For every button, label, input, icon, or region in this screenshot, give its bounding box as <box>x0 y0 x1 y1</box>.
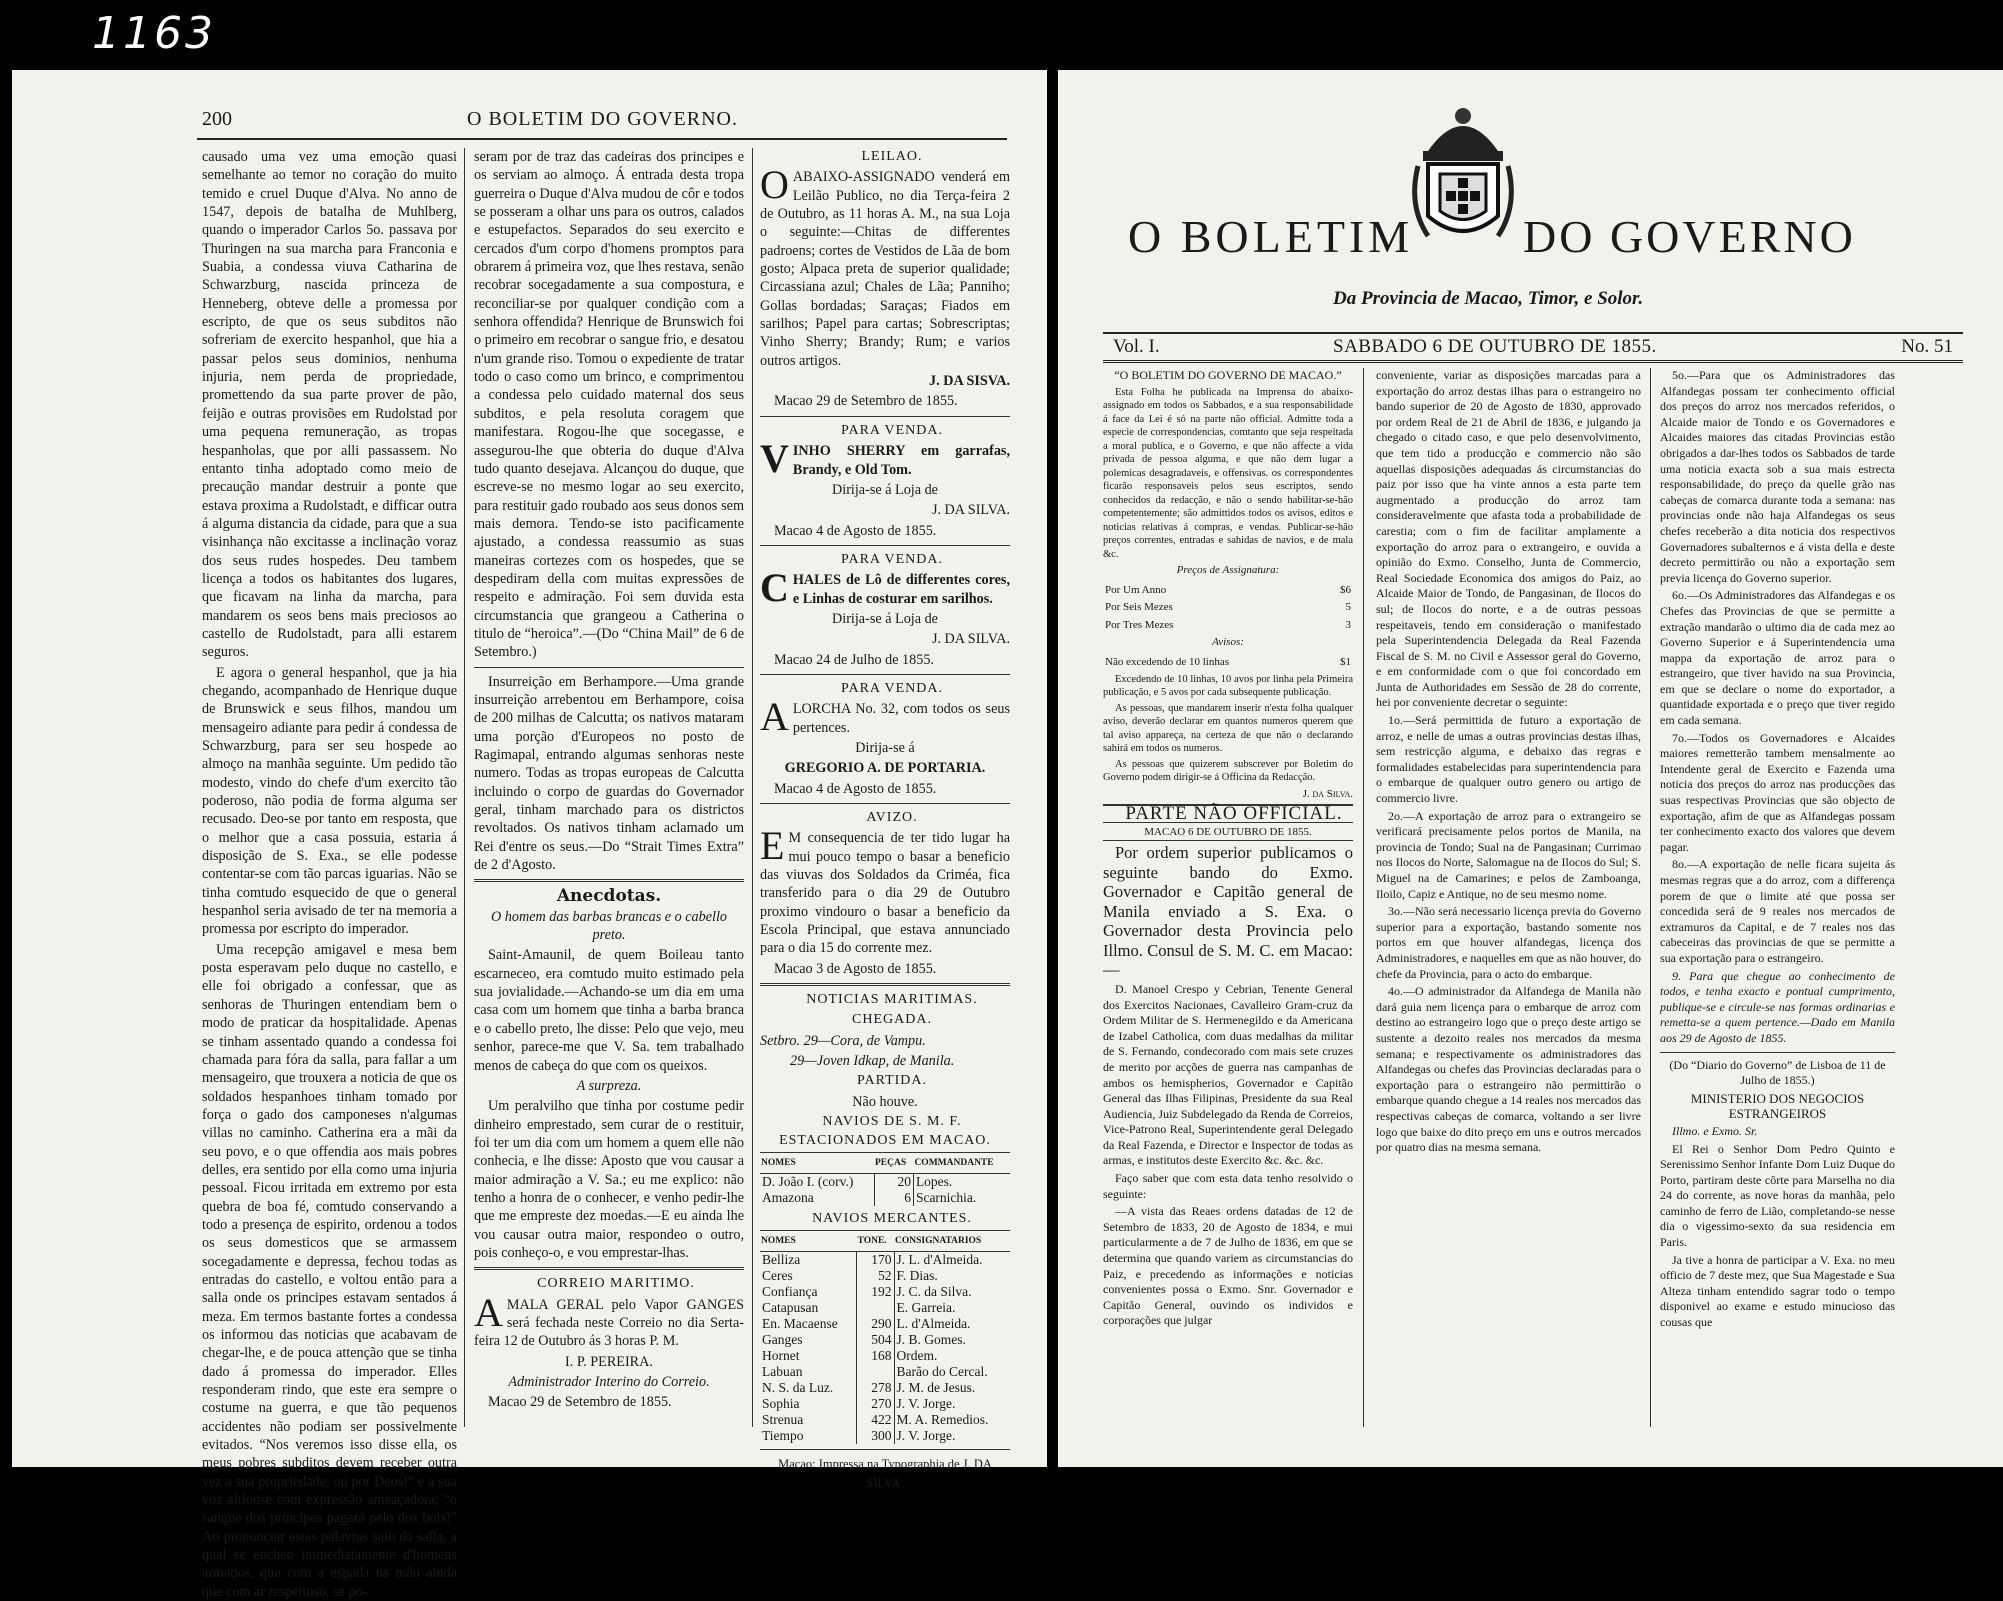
column-rule <box>1650 368 1651 1427</box>
venda-dirija: Dirija-se á Loja de <box>832 481 938 498</box>
masthead-subtitle: Da Provincia de Macao, Timor, e Solor. <box>1333 288 1644 309</box>
table-header: COMMANDANTE <box>913 1152 1010 1173</box>
frame-number: 1163 <box>92 8 216 59</box>
left-column-3 <box>760 148 1010 1490</box>
avisos-table <box>1103 653 1353 673</box>
partida-value: Não houve. <box>852 1093 918 1110</box>
ship-name: Labuan <box>762 1364 803 1380</box>
ship-tonnage: 290 <box>857 1316 894 1332</box>
table-row <box>760 1173 1010 1190</box>
table-header: CONSIGNATARIOS <box>894 1231 1010 1252</box>
royal-coat-of-arms-icon <box>1408 96 1518 256</box>
price-value: $1 <box>1340 656 1351 669</box>
section-rule <box>760 983 1010 986</box>
right-column-2 <box>1376 368 1641 1427</box>
ship-name: Amazona <box>762 1189 814 1205</box>
drop-cap: V <box>760 436 789 482</box>
table-row <box>760 1364 1010 1380</box>
notice-text: As pessoas, que mandarem inserir n'esta folha qualquer aviso, deverão declarar em quantos numeros querem que tal aviso appareça, na certeza de que não o declarando sahirá em todos os numeros. <box>1103 702 1353 755</box>
notice-signer: J. da Silva. <box>1302 787 1353 800</box>
leilao-date: Macao 29 de Setembro de 1855. <box>774 393 958 410</box>
correio-signer: I. P. PEREIRA. <box>565 1353 653 1370</box>
ship-guns: 6 <box>874 1190 913 1206</box>
ship-name: Sophia <box>762 1396 800 1412</box>
correio-heading: CORREIO MARITIMO. <box>537 1276 695 1292</box>
arrival-line: Setbro. 29—Cora, de Vampu. <box>760 1032 926 1049</box>
section-rule <box>760 803 1010 804</box>
correio-date: Macao 29 de Setembro de 1855. <box>488 1394 672 1411</box>
price-value: 5 <box>1345 601 1351 614</box>
table-row <box>760 1380 1010 1396</box>
ship-tonnage <box>857 1300 894 1316</box>
ship-consignee: J. L. d'Almeida. <box>896 1252 983 1268</box>
prices-heading: Preços de Assignatura: <box>1176 564 1280 577</box>
ship-name: Tiempo <box>762 1428 804 1444</box>
section-rule <box>474 667 744 668</box>
section-rule <box>474 879 744 882</box>
masthead <box>1058 70 2003 370</box>
ship-tonnage: 504 <box>857 1332 894 1348</box>
leilao-text: ABAIXO-ASSIGNADO venderá em Leilão Publico, no dia Terça-feira 2 de Outubro, as 11 horas A. M., na sua Loja o seguinte:—Chitas de differentes padroens; cortes de Vestidos de Lãa de bom gosto; Alpaca preta de superior qualidade; Circassiana azul; Chales de Lãa; Panniho; Gollas bordadas; Saraças; Fiados em sarilhos; Papel para cartas; Sobrescriptas; Vinho Sherry; Brandy; Rum; e varios outros artigos. <box>760 169 1010 369</box>
ship-consignee: F. Dias. <box>896 1268 938 1284</box>
anecdotas-heading: Anecdotas. <box>556 886 662 907</box>
article-paragraph: 1o.—Será permittida de futuro a exportação de arroz, e nelle de umas a outras provincias destas ilhas, sem restricção alguma, e debaixo das regras e formalidades estabelecidas para superintendencia para o embarque de qualquer outro genero ou artigo de commercio livre. <box>1376 713 1641 806</box>
section-rule <box>760 545 1010 546</box>
boletim-notice-text: Esta Folha he publicada na Imprensa do abaixo-assignado em todos os Sabbados, e a sua responsabilidade á face da Lei é só na parte não official. Admitte toda a especie de correspondencias, comtanto que seja respeitada a moral publica, e o Governo, e que não affecte a vida privada de pessoa alguma, e que não dem lugar a polemicas desagradaveis, e offensivas. os correspondentes ficarão responsaveis pelos seus escriptos, sendo conhecidos da redacção, e não o sendo habilitar-se-hão competentemente; são admittidos todos os avisos, editos e noticias relativas á compras, e vendas. Publicar-se-hão preços correntes, entradas e sahidas de navios, e de mala &c. <box>1103 386 1353 560</box>
price-label: Por Tres Mezes <box>1105 618 1174 631</box>
ship-consignee: J. C. da Silva. <box>896 1284 972 1300</box>
venda-text: INHO SHERRY em garrafas, Brandy, e Old Tom. <box>792 443 1010 478</box>
ship-consignee: J. V. Jorge. <box>896 1428 956 1444</box>
ship-name: Ceres <box>762 1268 793 1284</box>
ship-consignee: L. d'Almeida. <box>896 1316 971 1332</box>
column-rule <box>752 148 753 1427</box>
header-rule <box>197 138 1007 140</box>
source-note: (Do “Diario do Governo” de Lisboa de 11 de Julho de 1855.) <box>1669 1057 1886 1088</box>
arrival-line: 29—Joven Idkap, de Manila. <box>790 1053 955 1070</box>
article-paragraph: 2o.—A exportação de arroz para o extrangeiro se verificará precisamente pelos portos de Manila, na provincia de Tondo; Sual na de Pangasinan; Currimao nos Ilocos do Norte, Salomague na de Ilocos do Sul; S. Miguel na de Camarines; e pelos de Zamboanga, Iloilo, Capiz e Antique, no de seu mesmo nome. <box>1376 808 1641 901</box>
ship-name: D. João I. (corv.) <box>762 1173 854 1189</box>
ship-name: Strenua <box>762 1412 804 1428</box>
table-row <box>1105 655 1351 671</box>
table-row <box>760 1268 1010 1284</box>
page-number: 200 <box>202 108 232 130</box>
drop-cap: A <box>760 694 789 740</box>
article-paragraph: 4o.—O administrador da Alfandega de Manila não dará guia nem licença para o embarque de arroz com destino ao estrangeiro logo que o preço deste artigo se sustente a dezoito reales nos mercados da mesma semana; e respectivamente os administradores das Alfandegas ou chefes das Provincias declaradas para o exportação para o estrangeiro não permittirão o embarque quando chegue a 14 reales nos mercados das respectivas cabeças de comarca, voltando a ser livre logo que baixe do dito preço em uns e outros mercados por quatro dias na mesma semana. <box>1376 984 1641 1155</box>
article-paragraph: 9. Para que chegue ao conhecimento de todos, e tenha exacto e pontual cumprimento, publique-se e circule-se nas formas ordinarias e remetta-se a quem pertence.—Dado em Manila aos 29 de Agosto de 1855. <box>1660 968 1895 1045</box>
vista-paragraph: —A vista das Reaes ordens datadas de 12 de Setembro de 1833, 20 de Agosto de 1834, e mui particularmente a de 7 de Julho de 1836, em que se determina que quando variem as circumstancias do Paiz, e precedendo as informações e noticias convenientes possa o Exmo. Snr. Governador e Capitão General, ouvindo os individos e corporações que julgar <box>1103 1204 1353 1328</box>
article-paragraph: 8o.—A exportação de nelle ficara sujeita ás mesmas regras que a do arroz, com a differença porem de que o limite até que possa ser concedida será de 9 reales nos mercados de extramuros da Capital, e de 7 reales nos das cabeceiras das provincias de que se permitte a sua exportação para o estrangeiro. <box>1660 857 1895 965</box>
column-rule <box>464 148 465 1427</box>
ship-guns: 20 <box>874 1173 913 1190</box>
anecdote-title: O homem das barbas brancas e o cabello preto. <box>490 908 728 944</box>
article-paragraph: 3o.—Não será necessario licença previa do Governo superior para a exportação, bastando somente nos portos em que houver alfandegas, licença dos Administradores, e naquelles em que as não houver, do chefe da Provincia, para o acto do embarque. <box>1376 904 1641 981</box>
ship-consignee: E. Garreiа. <box>896 1300 956 1316</box>
ship-name: En. Macaense <box>762 1316 838 1332</box>
masthead-title-left: O BOLETIM <box>1128 211 1414 262</box>
price-label: Não excedendo de 10 linhas <box>1105 656 1230 669</box>
price-label: Por Seis Mezes <box>1105 601 1173 614</box>
table-row <box>760 1190 1010 1206</box>
issue-number: No. 51 <box>1901 336 1953 357</box>
noticias-heading: NOTICIAS MARITIMAS. <box>806 992 978 1008</box>
venda-heading: PARA VENDA. <box>840 422 944 438</box>
drop-cap: E <box>760 823 785 869</box>
article-paragraph: causado uma vez uma emoção quasi semelhante ao temor no coração do muito temido e cruel Duque d'Alva. No anno de 1547, depois de batalha de Muhlberg, quando o imperador Carlos 5o. passava por Thuringen na sua marcha para Franconia e Suabia, a condessa viuva Catharina de Schwarzburg, nascida princeza de Henneberg, obteve delle a promessa por escripto, de que os seus subditos não sofreriam de exercito hespanhol, que hia a passar pelos seus dominios, nenhuma injuria, nem perda de propriedade, promettendo da sua parte prover de pão, feijão e outras provisões em Rudolstad por uma pequena remuneração, as tropas hespanholas, que por alli passassem. No entanto tinha adoptado como meio de precaução mandar destruir a ponte que estava proxima a Rudolstadt, e difficar outra á alguma distancia da cidade, para que a sua visinhança não excitasse a inclinação vorаz dos seus rudes hospedes. Deu tambem licença a todos os habitantes dos lugares, que ficavam na linha da marcha, para mandarem os seos bens mais preciosos ao castello de Rudolstadt, para alli estarem seguros. <box>202 149 457 661</box>
imprint: Macao: Impressa na Typographia de J. DA SILVA. <box>778 1457 992 1490</box>
ship-consignee: J. B. Gomes. <box>896 1332 966 1348</box>
ship-tonnage: 422 <box>857 1412 894 1428</box>
right-column-3 <box>1660 368 1895 1427</box>
anecdote-text: Saint-Amaunil, de quem Boileau tanto escarneceo, era comtudo muito estimado pela sua jovialidade.—Achando-se um dia em uma casa com um homem que tinha a barba branca e o cabello preto, lhe disse: Pelo que vejo, meu senhor, parece-me que V. Sa. tem trabalhado menos de cabeça do que com os queixos. <box>474 947 744 1074</box>
anecdote-title: A surpreza. <box>576 1077 642 1094</box>
table-header: PEÇAS <box>874 1152 913 1173</box>
column-rule <box>1363 368 1364 1427</box>
table-row <box>1105 583 1351 599</box>
navios-smf-heading: NAVIOS DE S. M. F. ESTACIONADOS EM MACAO. <box>779 1114 991 1148</box>
ship-name: Confiança <box>762 1284 818 1300</box>
ship-consignee: M. A. Remedios. <box>896 1412 989 1428</box>
drop-cap: A <box>474 1289 503 1335</box>
table-row <box>760 1332 1010 1348</box>
venda-date: Macao 4 de Agosto de 1855. <box>774 780 937 797</box>
bando-paragraph: D. Manoel Crespo y Cebrian, Tenente General dos Exercitos Nacionaes, Cavalleiro Gram-cruz da Ordem Militar de S. Hermenegildo e da Americana de Izabel Catholica, com duas medalhas da militar de S. Fernando, condecorado com mais sete cruzes de merito por acções de guerra nas campanhas de ambos os hemispherios, Governador e Capitão General das Ilhas Filipinas, Presidente da sua Real Audiencia, Juiz Subdelegado da Renda de Correios, Vice-Patrono Real, Superintendente geral Delegado da Real Fazenda, e Director e Inspector de todas as armas, e institutos deste Exercito &c. &c. &c. <box>1103 981 1353 1168</box>
venda-text: HALES de Lô de differentes cores, e Linhas de costurar em sarilhos. <box>792 572 1010 607</box>
ship-name: Ganges <box>762 1332 803 1348</box>
article-paragraph: Ja tive a honra de participar a V. Exa. no meu officio de 7 deste mez, que Sua Magestade e Sua Alteza tinham entendido sagrar todo o tempo disponivel ao exame e estudo minucioso das cousas que <box>1660 1252 1895 1330</box>
volume: Vol. I. <box>1113 336 1160 357</box>
correio-text: MALA GERAL pelo Vapor GANGES será fechada neste Correio no dia Serta-feira 12 de Outubro ás 3 horas P. M. <box>474 1296 744 1350</box>
ship-tonnage: 170 <box>857 1252 894 1269</box>
navios-mercantes-table <box>760 1230 1010 1444</box>
article-paragraph: Uma recepção amigavel e mesa bem posta esperavam pelo duque no castello, e elle foi obrigado a confessar, que as senhoras de Thuringen entendiam bem o modo de praticar da hospitalidade. Apenas se tinham assentado quando a condessa foi chamada para fóra da salla, para fallar a um mensageiro, que trouxera a noticia de que os soldados hespanhoes tinham tomado por força o gado dos camponeses n'algumas villas no caminho. Catherina era a mãi da seu povo, e o que offendia aos mais pobres delles, era sentido por ella como uma injuria pessoal. Ficou irritada em extremo por esta quebra de boa fé, comtudo conservando a todo a presença de espirito, ordenou a todos os seus domesticos que se armassem socegadamente e depressa, fechou todas as entradas do castello, e voltou então para a salla onde os principes estavam sentados á meza. Em termos bastante fortes a condessa os informou das noticias que acabavam de chegar-lhe, e de pouca attenção que se tinha dado á promessa do imperador. Elles responderam rindo, que este era sempre o costume na guerra, e que tão pequenos accidentes não podiam ser possivelmente evitados. “Nos veremos isso disse ella, os meus pobres subditos devem receber outra vez a sua propriedade, ou por Deos!” e a sua voz altiouse com expressão ameaçadora, “o sangue dos principes pagará pelo dos bois!” Ao pronunciar estas palavras saio da salla, a qual se encheo immediatamente d'homens armados, que com a espada na mão ainda que com ar respeitoso, se po- <box>202 941 457 1600</box>
leilao-heading: LEILAO. <box>861 149 923 164</box>
partida-heading: PARTIDA. <box>856 1073 928 1089</box>
mercantes-heading: NAVIOS MERCANTES. <box>812 1210 972 1226</box>
venda-signer: J. DA SILVA. <box>931 631 1010 648</box>
table-row <box>1105 600 1351 616</box>
table-header: NOMES <box>760 1231 857 1252</box>
venda-dirija: Dirija-se á <box>855 739 915 756</box>
venda-date: Macao 24 de Julho de 1855. <box>774 651 934 668</box>
right-column-1 <box>1103 368 1353 1427</box>
ship-name: Catapusan <box>762 1300 819 1316</box>
ship-name: N. S. da Luz. <box>762 1380 834 1396</box>
left-column-2 <box>474 148 744 1427</box>
table-header: TONE. <box>857 1231 894 1252</box>
boletim-notice-heading: “O BOLETIM DO GOVERNO DE MACAO.” <box>1114 368 1342 382</box>
left-page <box>12 70 1047 1600</box>
article-paragraph: 7o.—Todos os Governadores e Alcaides maiores remetterão tambem mensalmente ao Intendente geral de Exercito e Fazenda uma noticia dos preços do arroz nas producções das suas respectivas Provincias que são objecto de exportação, afim de que as Alfandegas possam ter conhecimento exacto dos valores que devem pagar. <box>1660 730 1895 854</box>
venda-heading: PARA VENDA. <box>840 551 944 567</box>
aviso-date: Macao 3 de Agosto de 1855. <box>774 960 937 977</box>
table-row <box>1105 618 1351 634</box>
article-paragraph: 5o.—Para que os Administradores das Alfandegas possam ter conhecimento official dos preços do arroz nos mercados referidos, o Alcaide maior de Tondo e os Governadores e Alcaides maiores das citadas Provincias estão obrigados a dar-lhes todos os Sabbados de tarde uma noticia exacta sob a sua mais estrecta responsabilidade, do preço da quelle grão nas cabeças de comarca durante toda a semana: nas provincias onde não haja Alfandegas os seus chefes receberão a dita noticia dos respectivos Governadores subalternos e á vista della e deste decreto permittirão ou não a exportação sem previa licença do Governo superior. <box>1660 368 1895 585</box>
section-rule <box>760 1449 1010 1450</box>
drop-cap: C <box>760 565 789 611</box>
table-row <box>760 1396 1010 1412</box>
correio-role: Administrador Interino do Correio. <box>508 1374 710 1390</box>
right-page <box>1058 70 2003 1467</box>
leilao-signer: J. DA SISVA. <box>929 373 1010 390</box>
table-row <box>760 1300 1010 1316</box>
venda-text: LORCHA No. 32, com todos os seus pertences. <box>792 701 1010 736</box>
ship-tonnage: 192 <box>857 1284 894 1300</box>
venda-heading: PARA VENDA. <box>840 680 944 696</box>
chegada-heading: CHEGADA. <box>852 1012 932 1028</box>
price-label: Por Um Anno <box>1105 583 1167 596</box>
issue-date: SABBADO 6 DE OUTUBRO DE 1855. <box>1333 336 1657 357</box>
section-rule <box>760 674 1010 675</box>
table-row <box>760 1428 1010 1444</box>
ship-tonnage <box>857 1364 894 1380</box>
ship-consignee: Ordem. <box>896 1348 938 1364</box>
dateline <box>1103 332 1963 363</box>
table-row <box>760 1252 1010 1269</box>
ship-consignee: Barão do Cercal. <box>896 1364 988 1380</box>
article-paragraph: E agora o general hespanhol, que ja hia chegando, acompanhado de Henrique duque de Brunswick e seus filhos, mandou um mensageiro adiante para pedir á condessa de Schwarzburg, para ser seu hospede ao almoço na manhãa seguinte. Um pedido tão modesto, vindo do chefe d'um exercito tão poderoso, não podia de forma alguma ser recusado. Deo-se por tanto em resposta, que o melhor que a casa possuia, estaria á disposição de S. Exa., se elle podesse contentar-se com tão parcas iguarias. Não se tinha comtudo esquecido de que o general hespanhol seria avisado de ter na memoria a promessa por escripto do imperador. <box>202 664 457 938</box>
table-row <box>760 1348 1010 1364</box>
salutation: Illmo. e Exmo. Sr. <box>1672 1123 1758 1138</box>
ship-name: Hornet <box>762 1348 800 1364</box>
faco-paragraph: Faço saber que com esta data tenho resolvido o seguinte: <box>1103 1171 1353 1201</box>
aviso-text: M consequencia de ter tido lugar ha mui pouco tempo o basar a beneficio das viuvas dos Soldados da Criméa, fica transferido para o dia 29 de Outubro proximo vindouro o basar a beneficio da Escola Principal, que estava annunciado para o dia 15 do corrente mez. <box>760 830 1010 957</box>
running-title: O BOLETIM DO GOVERNO. <box>467 108 738 130</box>
article-paragraph: seram por de traz das cadeiras dos principes e os serviam ao almoço. Á entrada desta tropa guerreira o Duque d'Alva mudou de côr e todos se posseram a olhar uns para os outros, calados e estupefactos. Separados do seu exercito e cercados d'um corpo d'homens promptos para obrarem á primeira voz, que lhes restava, senão recobrar socegadamente a sua compostura, e reconciliar-se por qualquer condição com a senhora offendida? Henrique de Brunswich foi o primeiro em recobrar o sangue frio, e desatou n'um grande riso. Tomou o expediente de tratar todo o caso como um brinco, e comprimentou a condessa pelo cuidado maternal dos seus subditos, e pela resoluta coragem que manifestara. Rogou-lhe que socegasse, e assegurou-lhe que obteria do duque d'Alva tudo quanto desejava. Alcançou do duque, que escreve-se no mesmo logar ao seu exercito, para restituir gado roubado aos seus donos sem mais demora. Tendo-se isto pacificamente ajustado, a condessa reassumio as suas maneiras cortezes com os hospedes, que se despediram della com muitas expressões de respeito e admiração. Foi sem duvida esta circumstancia que grangeou a Catherina o titulo de “heroica”.—(Do “China Mail” de 6 de Setembro.) <box>474 149 744 661</box>
prices-table <box>1103 581 1353 636</box>
notice-text: Excedendo de 10 linhas, 10 avos por linha pela Primeira publicação, e 5 avos por cada subsequente publicação. <box>1103 673 1353 699</box>
venda-dirija: Dirija-se á Loja de <box>832 610 938 627</box>
venda-date: Macao 4 de Agosto de 1855. <box>774 522 937 539</box>
news-item-berhampore: Insurreição em Berhampore.—Uma grande insurreição arrebentou em Berhampore, coisa de 200 milhas de Calcutta; os nativos mataram uma porção d'Europeos no posto de Ragimapal, entrando algumas senhoras neste numero. Todas as tropas europeas de Calcutta incluindo o corpo de guardas do Governador geral, tinham marchado para os districtos revoltados. Os nativos tinham aclamado um Rei d'entre os seus.—Do “Strait Times Extra” de 2 d'Agosto. <box>474 673 744 874</box>
ship-tonnage: 278 <box>857 1380 894 1396</box>
ship-tonnage: 300 <box>857 1428 894 1444</box>
article-paragraph: conveniente, variar as disposições marcadas para a exportação do arroz destas ilhas para o estrangeiro no bando superior de 20 de Agosto de 1830, approvado por ordem Real de 21 de Abril de 1836, e julgando ja chegado o citado caso, e que pelo desenvolvimento, que tem tido a producção e commercio não são aquellas disposições adequadas ás circumstancias do paiz por isso que ha vinte annos a esta parte tem augmentado a producção do arroz tam consideravelmente que afasta toda a probabilidade de carestia; com o fim de facilitar amplamente a exportação do arroz para o extrangeiro, e ouvida a opinião do Exmo. Conselho, Junta de Commercio, Real Sociedade Economica dos amigos do Paiz, ao Alcaide Maior de Tondo, de Pangasinan, de Ilocos do sul; de Ilocos do norte, e a de outras pessoas respeitaveis, tendo em consideração o manifestado pela Superintendencia Delegada da Real Fazenda Fiscal de S. M. no Civil e Assessor geral do Governo, e em conformidade com o que foi concordado em Junta de Authoridades em Sessão de 28 do corrente, hei por conveniente decretar o seguinte: <box>1376 368 1641 710</box>
ship-tonnage: 52 <box>857 1268 894 1284</box>
table-row <box>760 1412 1010 1428</box>
ship-consignee: J. M. de Jesus. <box>896 1380 976 1396</box>
section-rule <box>1660 1052 1895 1053</box>
aviso-heading: AVIZO. <box>866 810 918 825</box>
ship-commander: Lopes. <box>915 1173 953 1189</box>
left-page-header <box>12 108 1047 138</box>
venda-signer: GREGORIO A. DE PORTARIA. <box>784 760 986 777</box>
parte-nao-official-heading: PARTE NÃO OFFICIAL. <box>1103 804 1353 823</box>
navios-smf-table <box>760 1152 1010 1206</box>
ship-commander: Scarnichia. <box>915 1189 977 1205</box>
anecdote-text: Um peralvilho que tinha por costume pedir dinheiro emprestado, sem curar de o restituir, foi ter um dia com um homem a quem elle não conhecia, e lhe disse: Aposto que vou causar a maior admiração a V. Sa.; eu me explico: não tenho a honra de o conhecer, e venho pedir-lhe que me empreste dez moedas.—E eu ainda lhe vou causar outra maior, respondeo o outro, pois conheço-o, e vou emprestar-lhas. <box>474 1098 744 1261</box>
ship-consignee: J. V. Jorge. <box>896 1396 956 1412</box>
table-header: NOMES <box>760 1152 874 1173</box>
ship-name: Belliza <box>762 1252 801 1268</box>
table-row <box>760 1316 1010 1332</box>
drop-cap: O <box>760 162 789 208</box>
ship-tonnage: 168 <box>857 1348 894 1364</box>
section-rule <box>760 416 1010 417</box>
avisos-heading: Avisos: <box>1212 636 1244 649</box>
ministerio-heading: MINISTERIO DOS NEGOCIOS ESTRANGEIROS <box>1690 1090 1865 1122</box>
venda-signer: J. DA SILVA. <box>931 502 1010 519</box>
section-rule <box>474 1267 744 1270</box>
article-paragraph: 6o.—Os Administradores das Alfandegas e os Chefes das Provincias de que se permitte a extração mandarão o ultimo dia de cada mez ao Governo Superior e á Superintendencia uma mappa da exportação de arroz para o estrangeiro, que tiver havido na sua Provincia, em que se declare o nome do exportador, a quantidade exportada e o preço que tiver regido em cada semana. <box>1660 588 1895 728</box>
macao-date: MACAO 6 DE OUTUBRO DE 1855. <box>1103 825 1353 842</box>
ordem-paragraph: Por ordem superior publicamos o seguinte bando do Exmo. Governador e Capitão general de Manila enviado a S. Exa. o Governador desta Provincia pelo Illmo. Consul de S. M. C. em Macao:— <box>1103 843 1353 980</box>
price-value: $6 <box>1340 583 1351 596</box>
table-row <box>760 1284 1010 1300</box>
masthead-title-right: DO GOVERNO <box>1523 211 1856 262</box>
price-value: 3 <box>1345 618 1351 631</box>
article-paragraph: El Rei o Senhor Dom Pedro Quinto e Serenissimo Senhor Infante Dom Luiz Duque do Porto, partiram deste côrte para Marselha no dia 24 do corrente, as nove horas da manhãa, pelo caminho de ferro de Lião, completando-se nesse dia o vigessimo-sexto da sua residencia em Paris. <box>1660 1141 1895 1250</box>
left-column-1 <box>202 148 457 1600</box>
ship-tonnage: 270 <box>857 1396 894 1412</box>
notice-text: As pessoas que quizerem subscrever por Boletim do Governo podem dirigir-se á Officina da Redacção. <box>1103 758 1353 784</box>
